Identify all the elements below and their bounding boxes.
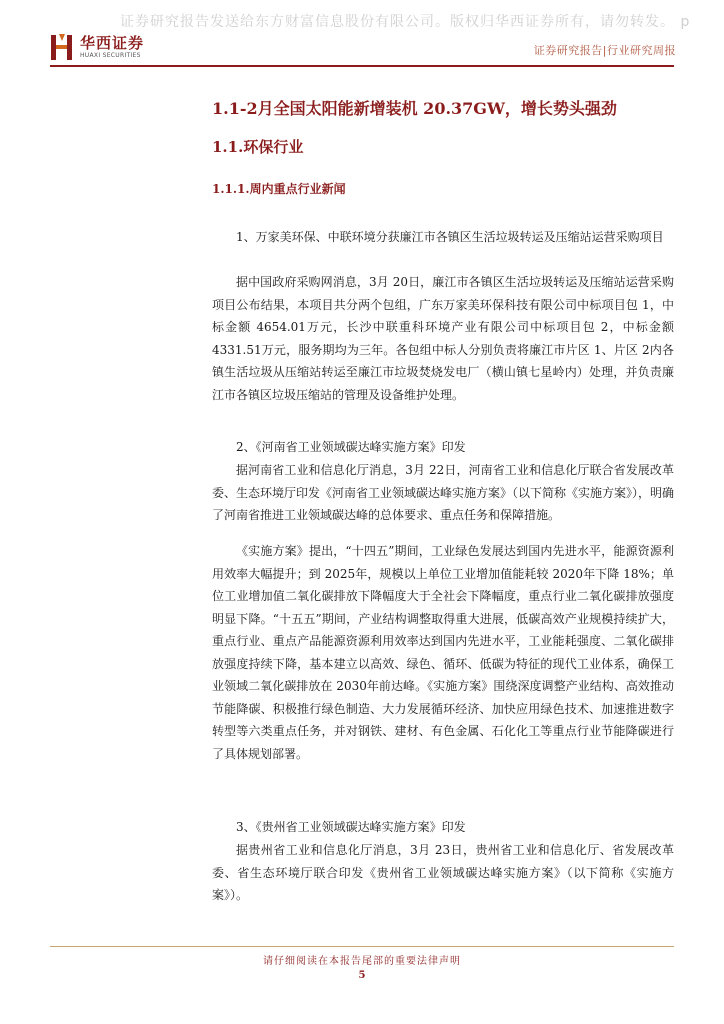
news-item-2-paragraph-1: 据河南省工业和信息化厅消息，3月 22日，河南省工业和信息化厅联合省发展改革委、生态环境厅印发《河南省工业领域碳达峰实施方案》（以下简称《实施方案》），明确了河南省推进工业领域碳达峰的总体要求、重点任务和保障措施。 — [212, 463, 675, 522]
logo-chinese-name: 华西证券 — [80, 34, 145, 52]
footer-divider — [50, 946, 674, 947]
news-item-2-paragraph-2: 《实施方案》提出，“十四五”期间，工业绿色发展达到国内先进水平，能源资源利用效率大幅提升；到 2025年，规模以上单位工业增加值能耗较 2020年下降 18%；单位工业增加值二氧化碳排放下降幅度大于全社会下降幅度，重点行业二氧化碳排放强度明显下降。“十五五”期间，产业结构调整取得重大进展，低碳高效产业规模持续扩大，重点行业、重点产品能源资源利用效率达到国内先进水平，工业能耗强度、二氧化碳排放强度持续下降，基本建立以高效、绿色、循环、低碳为特征的现代工业体系，确保工业领域二氧化碳排放在 2030年前达峰。《实施方案》围绕深度调整产业结构、高效推动节能降碳、积极推行绿色制造、大力发展循环经济、加快应用绿色技术、加速推进数字转型等六类重点任务，并对钢铁、建材、有色金属、石化化工等重点行业节能降碳进行了具体规划部署。 — [212, 544, 674, 761]
section-title-environmental: 1.1.环保行业 — [212, 138, 304, 156]
news-item-2-title: 2、《河南省工业领域碳达峰实施方案》印发 — [236, 440, 466, 454]
company-logo — [50, 30, 160, 64]
report-type-label: 证券研究报告|行业研究周报 — [533, 44, 676, 57]
news-item-1-title: 1、万家美环保、中联环境分获廉江市各镇区生活垃圾转运及压缩站运营采购项目 — [236, 230, 664, 244]
section-title-solar: 1.1-2月全国太阳能新增装机 20.37GW，增长势头强劲 — [212, 99, 617, 118]
header-divider — [50, 65, 674, 67]
news-item-3-title: 3、《贵州省工业领域碳达峰实施方案》印发 — [236, 820, 466, 834]
news-item-1-paragraph: 据中国政府采购网消息，3月 20日，廉江市各镇区生活垃圾转运及压缩站运营采购项目公布结果，本项目共分两个包组，广东万家美环保科技有限公司中标项目包 1，中标金额 4654.01万元，长沙中联重科环境产业有限公司中标项目包 2，中标金额 4331.51万元，服务期均为三年。各包组中标人分别负责将廉江市片区 1、片区 2内各镇生活垃圾从压缩站转运至廉江市垃圾焚烧发电厂（横山镇七星岭内）处理，并负责廉江市各镇区垃圾压缩站的管理及设备维护处理。 — [212, 275, 674, 402]
huaxi-logo-icon — [50, 32, 74, 62]
legal-disclaimer: 请仔细阅读在本报告尾部的重要法律声明 — [263, 956, 461, 967]
subsection-title-news: 1.1.1.周内重点行业新闻 — [212, 182, 346, 196]
watermark-text: 证券研究报告发送给东方财富信息股份有限公司。版权归华西证券所有，请勿转发。 p — [120, 14, 691, 30]
logo-english-name: HUAXI SECURITIES — [80, 52, 141, 59]
page-number: 5 — [358, 970, 366, 981]
news-item-3-paragraph: 据贵州省工业和信息化厅消息，3月 23日，贵州省工业和信息化厅、省发展改革委、省生态环境厅联合印发《贵州省工业领域碳达峰实施方案》（以下简称《实施方案》）。 — [212, 843, 674, 902]
